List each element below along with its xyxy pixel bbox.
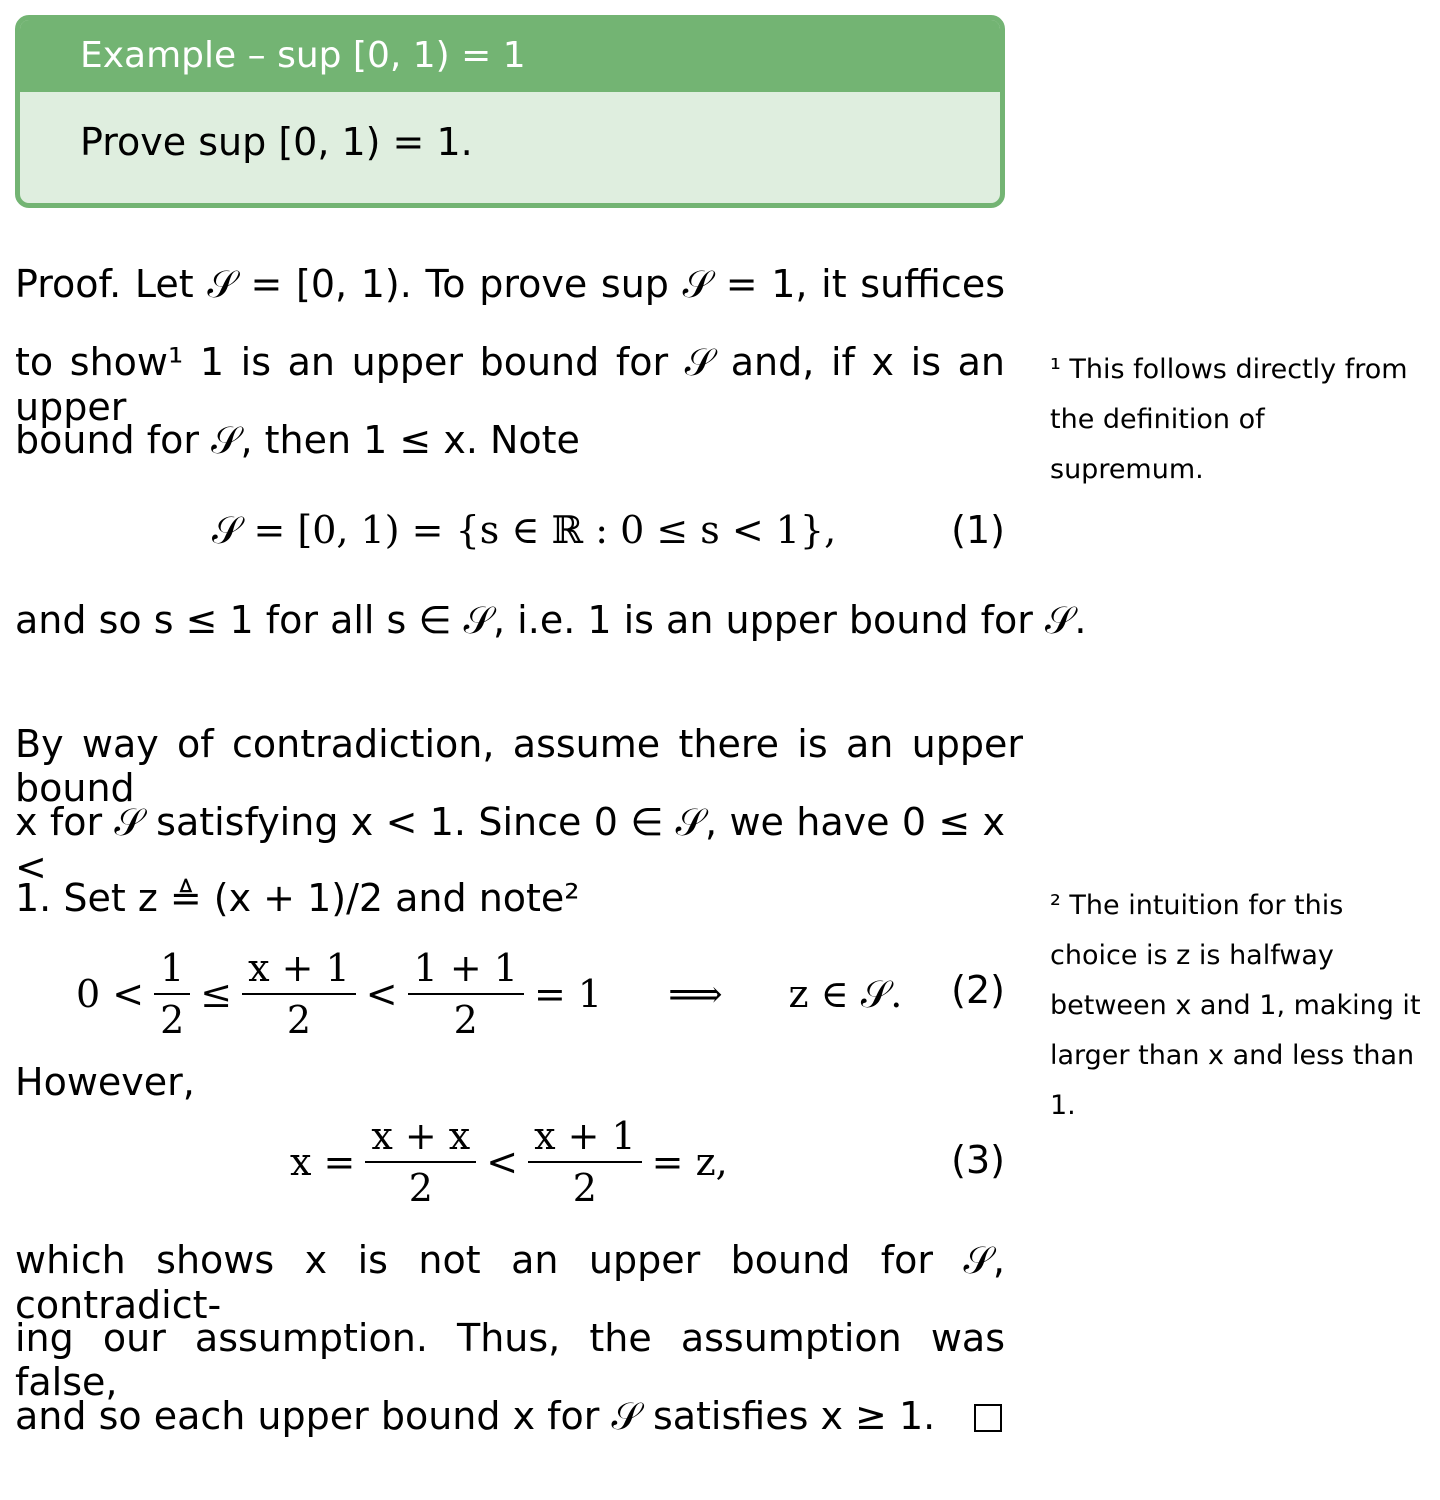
example-title: Example – sup [0, 1) = 1 (20, 20, 1000, 92)
equation-3 (290, 1110, 728, 1214)
eq3-fraction-2: $\frac{x + 1}{2}$ (528, 1111, 642, 1213)
eq2-tail: = 1 (533, 972, 603, 1016)
eq3-op: < (486, 1140, 519, 1184)
para2-line-2: x for 𝒮 satisfying x < 1. Since 0 ∈ 𝒮, we have 0 ≤ x < (15, 800, 1005, 889)
equation-1-number: (1) (951, 508, 1005, 552)
eq2-lead: 0 < (76, 972, 145, 1016)
however-text: However, (15, 1060, 195, 1104)
eq2-fraction-3: $\frac{1 + 1}{2}$ (408, 943, 524, 1045)
proof-line-4: and so s ≤ 1 for all s ∈ 𝒮, i.e. 1 is an upper bound for 𝒮. (15, 598, 1087, 642)
eq2-fraction-2: $\frac{x + 1}{2}$ (242, 943, 356, 1045)
eq2-op-1: ≤ (200, 972, 233, 1016)
eq2-op-2: < (365, 972, 398, 1016)
example-box (15, 15, 1005, 208)
final-line-3: and so each upper bound x for 𝒮 satisfies x ≥ 1. (15, 1394, 936, 1438)
para2-line-1: By way of contradiction, assume there is an upper bound (15, 722, 1023, 810)
proof-line-3: bound for 𝒮, then 1 ≤ x. Note (15, 418, 580, 462)
equation-2-number: (2) (951, 968, 1005, 1012)
eq3-fraction-1: $\frac{x + x}{2}$ (365, 1111, 476, 1213)
equation-2 (76, 942, 902, 1046)
eq2-fraction-1: $\frac{1}{2}$ (154, 943, 190, 1045)
margin-note-2: ² The intuition for this choice is z is halfway between x and 1, making it larger than x and less than 1. (1050, 890, 1421, 1121)
example-body: Prove sup [0, 1) = 1. (80, 120, 473, 164)
final-line-1: which shows x is not an upper bound for 𝒮, contradict- (15, 1238, 1005, 1327)
margin-note-1: ¹ This follows directly from the definition of supremum. (1050, 354, 1408, 485)
equation-3-number: (3) (951, 1138, 1005, 1182)
eq3-tail: = z, (651, 1140, 728, 1184)
proof-line-1: Proof. Let 𝒮 = [0, 1). To prove sup 𝒮 = 1, it suffices (15, 262, 1005, 306)
equation-1: 𝒮 = [0, 1) = {s ∈ ℝ : 0 ≤ s < 1}, (212, 508, 837, 552)
eq3-lead: x = (290, 1140, 356, 1184)
proof-line-2: to show¹ 1 is an upper bound for 𝒮 and, if x is an upper (15, 340, 1005, 429)
qed-square-icon (974, 1404, 1002, 1432)
eq2-conclusion: z ∈ 𝒮. (788, 971, 903, 1016)
eq2-implies: ⟹ (668, 972, 723, 1016)
final-line-2: ing our assumption. Thus, the assumption was false, (15, 1316, 1005, 1404)
para2-line-3: 1. Set z ≜ (x + 1)/2 and note² (15, 876, 580, 920)
